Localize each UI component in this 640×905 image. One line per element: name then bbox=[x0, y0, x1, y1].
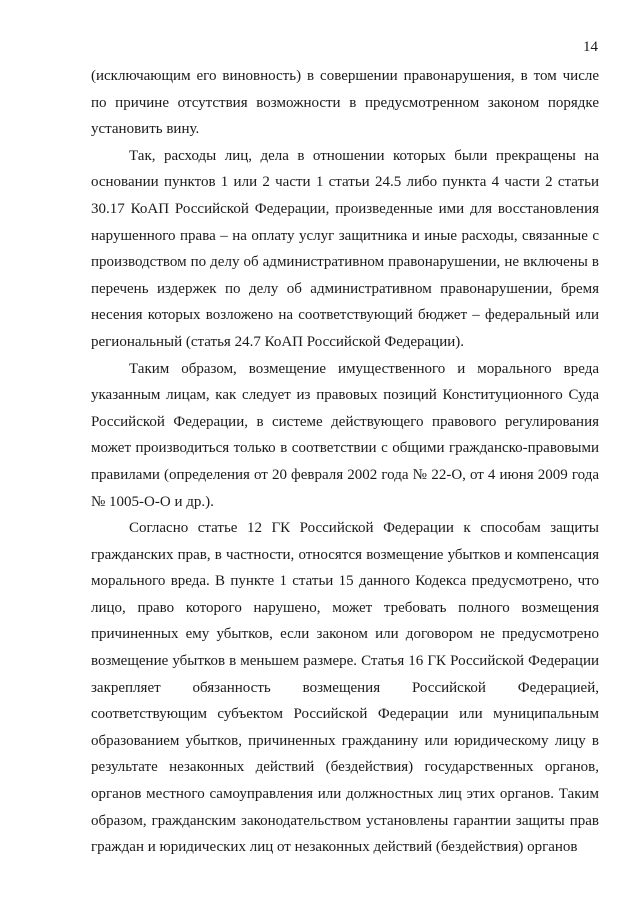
paragraph: Согласно статье 12 ГК Российской Федерации к способам защиты гражданских прав, в частности, относятся возмещение убытков и компенсация морального вреда. В пункте 1 статьи 15 данного Кодекса предусмотрено, что лицо, право которого нарушено, может требовать полного возмещения причиненных ему убытков, если законом или договором не предусмотрено возмещение убытков в меньшем размере. Статья 16 ГК Российской Федерации закрепляет обязанность возмещения Российской Федерацией, соответствующим субъектом Российской Федерации или муниципальным образованием убытков, причиненных гражданину или юридическому лицу в результате незаконных действий (бездействия) государственных органов, органов местного самоуправления или должностных лиц этих органов. Таким образом, гражданским законодательством установлены гарантии защиты прав граждан и юридических лиц от незаконных действий (бездействия) органов bbox=[91, 520, 599, 856]
page-number: 14 bbox=[583, 39, 598, 55]
paragraph-continuation: (исключающим его виновность) в совершении правонарушения, в том числе по причине отсутствия возможности в предусмотренном законом порядке установить вину. bbox=[91, 68, 599, 138]
paragraph: Так, расходы лиц, дела в отношении которых были прекращены на основании пунктов 1 или 2 части 1 статьи 24.5 либо пункта 4 части 2 статьи 30.17 КоАП Российской Федерации, произведенные ими для восстановления нарушенного права – на оплату услуг защитника и иные расходы, связанные с производством по делу об административном правонарушении, не включены в перечень издержек по делу об административном правонарушении, бремя несения которых возложено на соответствующий бюджет – федеральный или региональный (статья 24.7 КоАП Российской Федерации). bbox=[91, 147, 599, 350]
document-body bbox=[91, 63, 599, 861]
paragraph: Таким образом, возмещение имущественного и морального вреда указанным лицам, как следует из правовых позиций Конституционного Суда Российской Федерации, в системе действующего правового регулирования может производиться только в соответствии с общими гражданско-правовыми правилами (определения от 20 февраля 2002 года № 22-О, от 4 июня 2009 года № 1005-О-О и др.). bbox=[91, 360, 599, 510]
